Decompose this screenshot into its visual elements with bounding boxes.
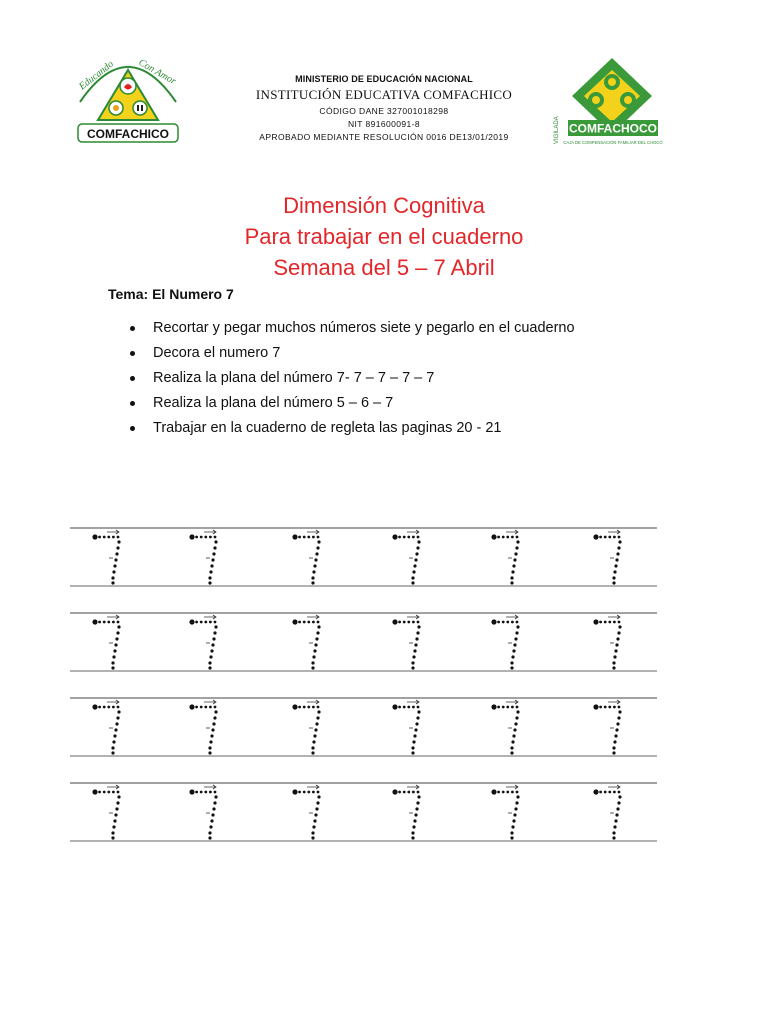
tracing-digit-seven — [392, 530, 420, 585]
tracing-digit-seven — [392, 700, 420, 755]
tracing-digit-seven — [593, 530, 621, 585]
title-notebook: Para trabajar en el cuaderno — [244, 224, 524, 249]
logo-right-side-text: VIGILADA — [554, 116, 560, 144]
approval-resolution: APROBADO MEDIANTE RESOLUCIÓN 0016 DE13/01/2019 — [259, 132, 509, 142]
tracing-digit-seven — [189, 530, 217, 585]
tracing-digit-seven — [92, 530, 120, 585]
nit-number: NIT 891600091-8 — [347, 119, 420, 129]
tracing-digit-seven — [491, 530, 519, 585]
tracing-digit-seven — [593, 785, 621, 840]
ministry-name: MINISTERIO DE EDUCACIÓN NACIONAL — [295, 74, 473, 84]
tracing-digit-seven — [92, 785, 120, 840]
tracing-digit-seven — [292, 785, 320, 840]
tracing-digit-seven — [189, 615, 217, 670]
tracing-digit-seven — [189, 700, 217, 755]
task-text: Trabajar en la cuaderno de regleta las paginas 20 - 21 — [153, 420, 502, 436]
tracing-digit-seven — [292, 615, 320, 670]
tracing-digit-seven — [593, 700, 621, 755]
institution-name: INSTITUCIÓN EDUCATIVA COMFACHICO — [255, 87, 513, 102]
dane-code: CÓDIGO DANE 327001018298 — [319, 106, 449, 116]
tracing-digit-seven — [292, 700, 320, 755]
tracing-digit-seven — [92, 615, 120, 670]
tracing-digit-seven — [593, 615, 621, 670]
tracing-digit-seven — [392, 615, 420, 670]
task-text: Recortar y pegar muchos números siete y pegarlo en el cuaderno — [153, 320, 575, 336]
tracing-digit-seven — [92, 700, 120, 755]
task-text: Realiza la plana del número 5 – 6 – 7 — [153, 395, 394, 411]
tracing-digit-seven — [189, 785, 217, 840]
title-week: Semana del 5 – 7 Abril — [273, 255, 495, 280]
tracing-digit-seven — [491, 700, 519, 755]
logo-right-brand: COMFACHOCO — [569, 121, 657, 136]
tracing-digit-seven — [392, 785, 420, 840]
tracing-digit-seven — [491, 615, 519, 670]
tracing-digit-seven — [292, 530, 320, 585]
title-dimension: Dimensión Cognitiva — [283, 193, 485, 218]
logo-right-tagline: CAJA DE COMPENSACIÓN FAMILIAR DEL CHOCÓ — [563, 140, 663, 145]
topic-label: Tema: El Numero 7 — [108, 286, 234, 302]
logo-arc-text-right: Con Amor — [136, 57, 178, 88]
task-text: Realiza la plana del número 7- 7 – 7 – 7 – 7 — [153, 370, 435, 386]
tracing-digit-seven — [491, 785, 519, 840]
logo-arc-text-left: Educando — [77, 58, 116, 93]
task-text: Decora el numero 7 — [153, 345, 281, 361]
logo-left-brand: COMFACHICO — [87, 127, 169, 141]
